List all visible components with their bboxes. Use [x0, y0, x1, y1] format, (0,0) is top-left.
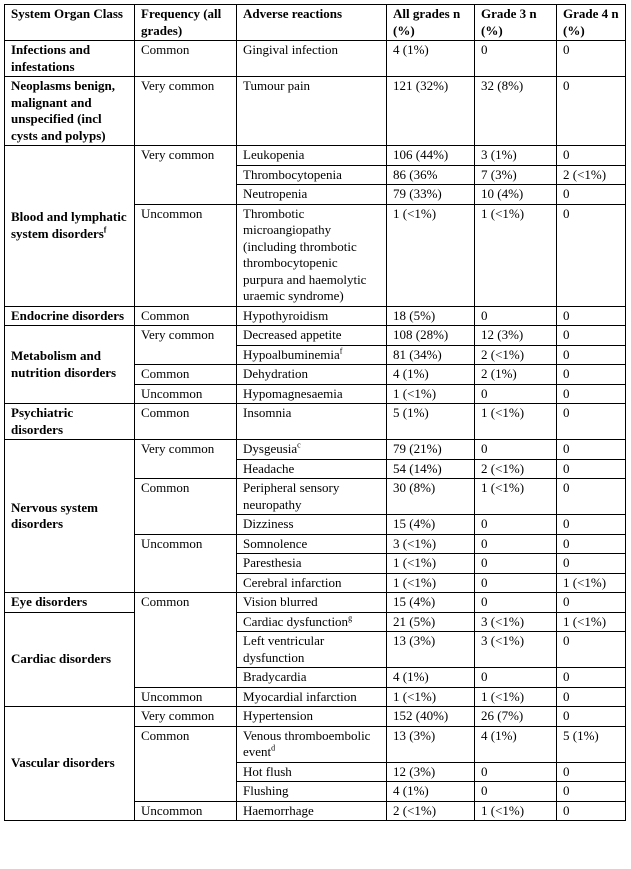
- reaction-cell: [237, 345, 387, 365]
- all-grades-cell: 2 (<1%): [387, 801, 475, 821]
- frequency-cell: Common: [135, 365, 237, 385]
- grade-3-cell: 3 (1%): [475, 146, 557, 166]
- soc-cell: Psychiatric disorders: [5, 404, 135, 440]
- grade-3-cell: 0: [475, 440, 557, 460]
- footnote-marker: d: [271, 743, 276, 753]
- all-grades-cell: 30 (8%): [387, 479, 475, 515]
- grade-3-cell: 0: [475, 384, 557, 404]
- grade-4-cell: 0: [557, 515, 626, 535]
- header-row: [5, 5, 626, 41]
- grade-4-cell: 0: [557, 384, 626, 404]
- frequency-cell: Common: [135, 306, 237, 326]
- footnote-marker: c: [297, 440, 301, 450]
- grade-3-cell: 0: [475, 41, 557, 77]
- soc-label: Blood and lymphatic system disorders: [11, 209, 127, 241]
- frequency-cell: Uncommon: [135, 801, 237, 821]
- grade-3-cell: 0: [475, 593, 557, 613]
- frequency-cell: Common: [135, 404, 237, 440]
- soc-cell: Endocrine disorders: [5, 306, 135, 326]
- grade-3-cell: 1 (<1%): [475, 687, 557, 707]
- all-grades-cell: 108 (28%): [387, 326, 475, 346]
- grade-4-cell: 0: [557, 782, 626, 802]
- soc-cell: Cardiac disorders: [5, 612, 135, 707]
- grade-4-cell: 5 (1%): [557, 726, 626, 762]
- grade-3-cell: 1 (<1%): [475, 479, 557, 515]
- grade-3-cell: 2 (<1%): [475, 459, 557, 479]
- all-grades-cell: 5 (1%): [387, 404, 475, 440]
- grade-3-cell: 2 (<1%): [475, 345, 557, 365]
- grade-3-cell: 10 (4%): [475, 185, 557, 205]
- grade-4-cell: 0: [557, 534, 626, 554]
- reaction-cell: Hot flush: [237, 762, 387, 782]
- grade-4-cell: 2 (<1%): [557, 165, 626, 185]
- frequency-cell: Very common: [135, 440, 237, 479]
- grade-3-cell: 0: [475, 515, 557, 535]
- header-adverse-reactions: Adverse reactions: [237, 5, 387, 41]
- grade-3-cell: 4 (1%): [475, 726, 557, 762]
- table-row: [5, 146, 626, 166]
- grade-3-cell: 2 (1%): [475, 365, 557, 385]
- grade-4-cell: 0: [557, 326, 626, 346]
- grade-3-cell: 0: [475, 573, 557, 593]
- table-row: [5, 306, 626, 326]
- table-row: [5, 404, 626, 440]
- frequency-cell: Uncommon: [135, 204, 237, 306]
- all-grades-cell: 86 (36%: [387, 165, 475, 185]
- footnote-marker: g: [348, 613, 353, 623]
- grade-3-cell: 1 (<1%): [475, 801, 557, 821]
- frequency-cell: Common: [135, 593, 237, 688]
- grade-4-cell: 0: [557, 404, 626, 440]
- grade-3-cell: 0: [475, 762, 557, 782]
- frequency-cell: Very common: [135, 326, 237, 365]
- table-row: [5, 612, 626, 632]
- frequency-cell: Very common: [135, 77, 237, 146]
- soc-cell: Eye disorders: [5, 593, 135, 613]
- frequency-cell: Uncommon: [135, 687, 237, 707]
- header-grade-4: Grade 4 n (%): [557, 5, 626, 41]
- grade-4-cell: 0: [557, 440, 626, 460]
- frequency-cell: Very common: [135, 707, 237, 727]
- all-grades-cell: 13 (3%): [387, 726, 475, 762]
- reaction-label: Dysgeusia: [243, 441, 298, 456]
- soc-cell: Vascular disorders: [5, 707, 135, 821]
- all-grades-cell: 1 (<1%): [387, 204, 475, 306]
- reaction-cell: Cerebral infarction: [237, 573, 387, 593]
- reaction-cell: Headache: [237, 459, 387, 479]
- grade-3-cell: 0: [475, 534, 557, 554]
- all-grades-cell: 4 (1%): [387, 41, 475, 77]
- grade-4-cell: 0: [557, 479, 626, 515]
- soc-cell: Infections and infestations: [5, 41, 135, 77]
- table-row: [5, 77, 626, 146]
- grade-4-cell: 0: [557, 687, 626, 707]
- frequency-cell: Very common: [135, 146, 237, 205]
- grade-3-cell: 3 (<1%): [475, 612, 557, 632]
- all-grades-cell: 3 (<1%): [387, 534, 475, 554]
- reaction-cell: Insomnia: [237, 404, 387, 440]
- grade-4-cell: 0: [557, 707, 626, 727]
- all-grades-cell: 12 (3%): [387, 762, 475, 782]
- all-grades-cell: 1 (<1%): [387, 573, 475, 593]
- grade-3-cell: 0: [475, 554, 557, 574]
- all-grades-cell: 54 (14%): [387, 459, 475, 479]
- footnote-marker: f: [103, 225, 107, 235]
- grade-4-cell: 0: [557, 801, 626, 821]
- grade-4-cell: 0: [557, 345, 626, 365]
- grade-3-cell: 32 (8%): [475, 77, 557, 146]
- all-grades-cell: 79 (33%): [387, 185, 475, 205]
- all-grades-cell: 121 (32%): [387, 77, 475, 146]
- reaction-label: Venous thromboembolic event: [243, 727, 371, 759]
- grade-3-cell: 12 (3%): [475, 326, 557, 346]
- grade-4-cell: 0: [557, 668, 626, 688]
- grade-4-cell: 0: [557, 459, 626, 479]
- table-row: [5, 440, 626, 460]
- all-grades-cell: 15 (4%): [387, 515, 475, 535]
- reaction-cell: Thrombotic microangiopathy (including thrombotic thrombocytopenic purpura and haemolytic uraemic syndrome): [237, 204, 387, 306]
- reaction-cell: Hypertension: [237, 707, 387, 727]
- grade-4-cell: 1 (<1%): [557, 612, 626, 632]
- grade-4-cell: 0: [557, 365, 626, 385]
- table-row: [5, 707, 626, 727]
- grade-4-cell: 0: [557, 146, 626, 166]
- soc-cell: Neoplasms benign, malignant and unspecified (incl cysts and polyps): [5, 77, 135, 146]
- reaction-cell: Hypothyroidism: [237, 306, 387, 326]
- reaction-cell: [237, 726, 387, 762]
- reaction-cell: Somnolence: [237, 534, 387, 554]
- reaction-label: Hypoalbuminemia: [243, 346, 340, 362]
- header-grade-3: Grade 3 n (%): [475, 5, 557, 41]
- all-grades-cell: 1 (<1%): [387, 384, 475, 404]
- reaction-cell: Bradycardia: [237, 668, 387, 688]
- reaction-cell: Myocardial infarction: [237, 687, 387, 707]
- frequency-cell: Common: [135, 479, 237, 535]
- reaction-cell: Paresthesia: [237, 554, 387, 574]
- frequency-cell: Common: [135, 41, 237, 77]
- reaction-cell: Vision blurred: [237, 593, 387, 613]
- reaction-cell: [237, 612, 387, 632]
- grade-4-cell: 1 (<1%): [557, 573, 626, 593]
- grade-4-cell: 0: [557, 185, 626, 205]
- adverse-reactions-table: [4, 4, 626, 821]
- all-grades-cell: 1 (<1%): [387, 554, 475, 574]
- all-grades-cell: 106 (44%): [387, 146, 475, 166]
- all-grades-cell: 4 (1%): [387, 782, 475, 802]
- all-grades-cell: 15 (4%): [387, 593, 475, 613]
- reaction-cell: Hypomagnesaemia: [237, 384, 387, 404]
- all-grades-cell: 81 (34%): [387, 345, 475, 365]
- reaction-label: Cardiac dysfunction: [243, 613, 349, 629]
- all-grades-cell: 1 (<1%): [387, 687, 475, 707]
- frequency-cell: Common: [135, 726, 237, 801]
- grade-4-cell: 0: [557, 204, 626, 306]
- reaction-cell: Thrombocytopenia: [237, 165, 387, 185]
- grade-4-cell: 0: [557, 762, 626, 782]
- soc-cell: [5, 146, 135, 307]
- table-row: [5, 326, 626, 346]
- reaction-cell: Peripheral sensory neuropathy: [237, 479, 387, 515]
- reaction-cell: Gingival infection: [237, 41, 387, 77]
- grade-3-cell: 26 (7%): [475, 707, 557, 727]
- grade-4-cell: 0: [557, 41, 626, 77]
- reaction-cell: Neutropenia: [237, 185, 387, 205]
- table-row: [5, 593, 626, 613]
- reaction-cell: Flushing: [237, 782, 387, 802]
- soc-cell: Metabolism and nutrition disorders: [5, 326, 135, 404]
- all-grades-cell: 13 (3%): [387, 632, 475, 668]
- all-grades-cell: 152 (40%): [387, 707, 475, 727]
- reaction-cell: Left ventricular dysfunction: [237, 632, 387, 668]
- grade-4-cell: 0: [557, 306, 626, 326]
- grade-4-cell: 0: [557, 77, 626, 146]
- reaction-cell: Tumour pain: [237, 77, 387, 146]
- header-frequency: Frequency (all grades): [135, 5, 237, 41]
- all-grades-cell: 18 (5%): [387, 306, 475, 326]
- grade-3-cell: 3 (<1%): [475, 632, 557, 668]
- grade-3-cell: 7 (3%): [475, 165, 557, 185]
- grade-3-cell: 1 (<1%): [475, 204, 557, 306]
- all-grades-cell: 4 (1%): [387, 668, 475, 688]
- header-system-organ-class: System Organ Class: [5, 5, 135, 41]
- all-grades-cell: 21 (5%): [387, 612, 475, 632]
- reaction-cell: [237, 440, 387, 460]
- reaction-cell: Dehydration: [237, 365, 387, 385]
- grade-3-cell: 0: [475, 668, 557, 688]
- soc-cell: Nervous system disorders: [5, 440, 135, 593]
- reaction-cell: Decreased appetite: [237, 326, 387, 346]
- grade-4-cell: 0: [557, 593, 626, 613]
- table-row: [5, 41, 626, 77]
- reaction-cell: Haemorrhage: [237, 801, 387, 821]
- grade-3-cell: 1 (<1%): [475, 404, 557, 440]
- reaction-cell: Leukopenia: [237, 146, 387, 166]
- grade-3-cell: 0: [475, 306, 557, 326]
- grade-4-cell: 0: [557, 554, 626, 574]
- all-grades-cell: 4 (1%): [387, 365, 475, 385]
- frequency-cell: Uncommon: [135, 534, 237, 593]
- reaction-cell: Dizziness: [237, 515, 387, 535]
- header-all-grades: All grades n (%): [387, 5, 475, 41]
- footnote-marker: f: [339, 346, 343, 356]
- grade-3-cell: 0: [475, 782, 557, 802]
- frequency-cell: Uncommon: [135, 384, 237, 404]
- grade-4-cell: 0: [557, 632, 626, 668]
- all-grades-cell: 79 (21%): [387, 440, 475, 460]
